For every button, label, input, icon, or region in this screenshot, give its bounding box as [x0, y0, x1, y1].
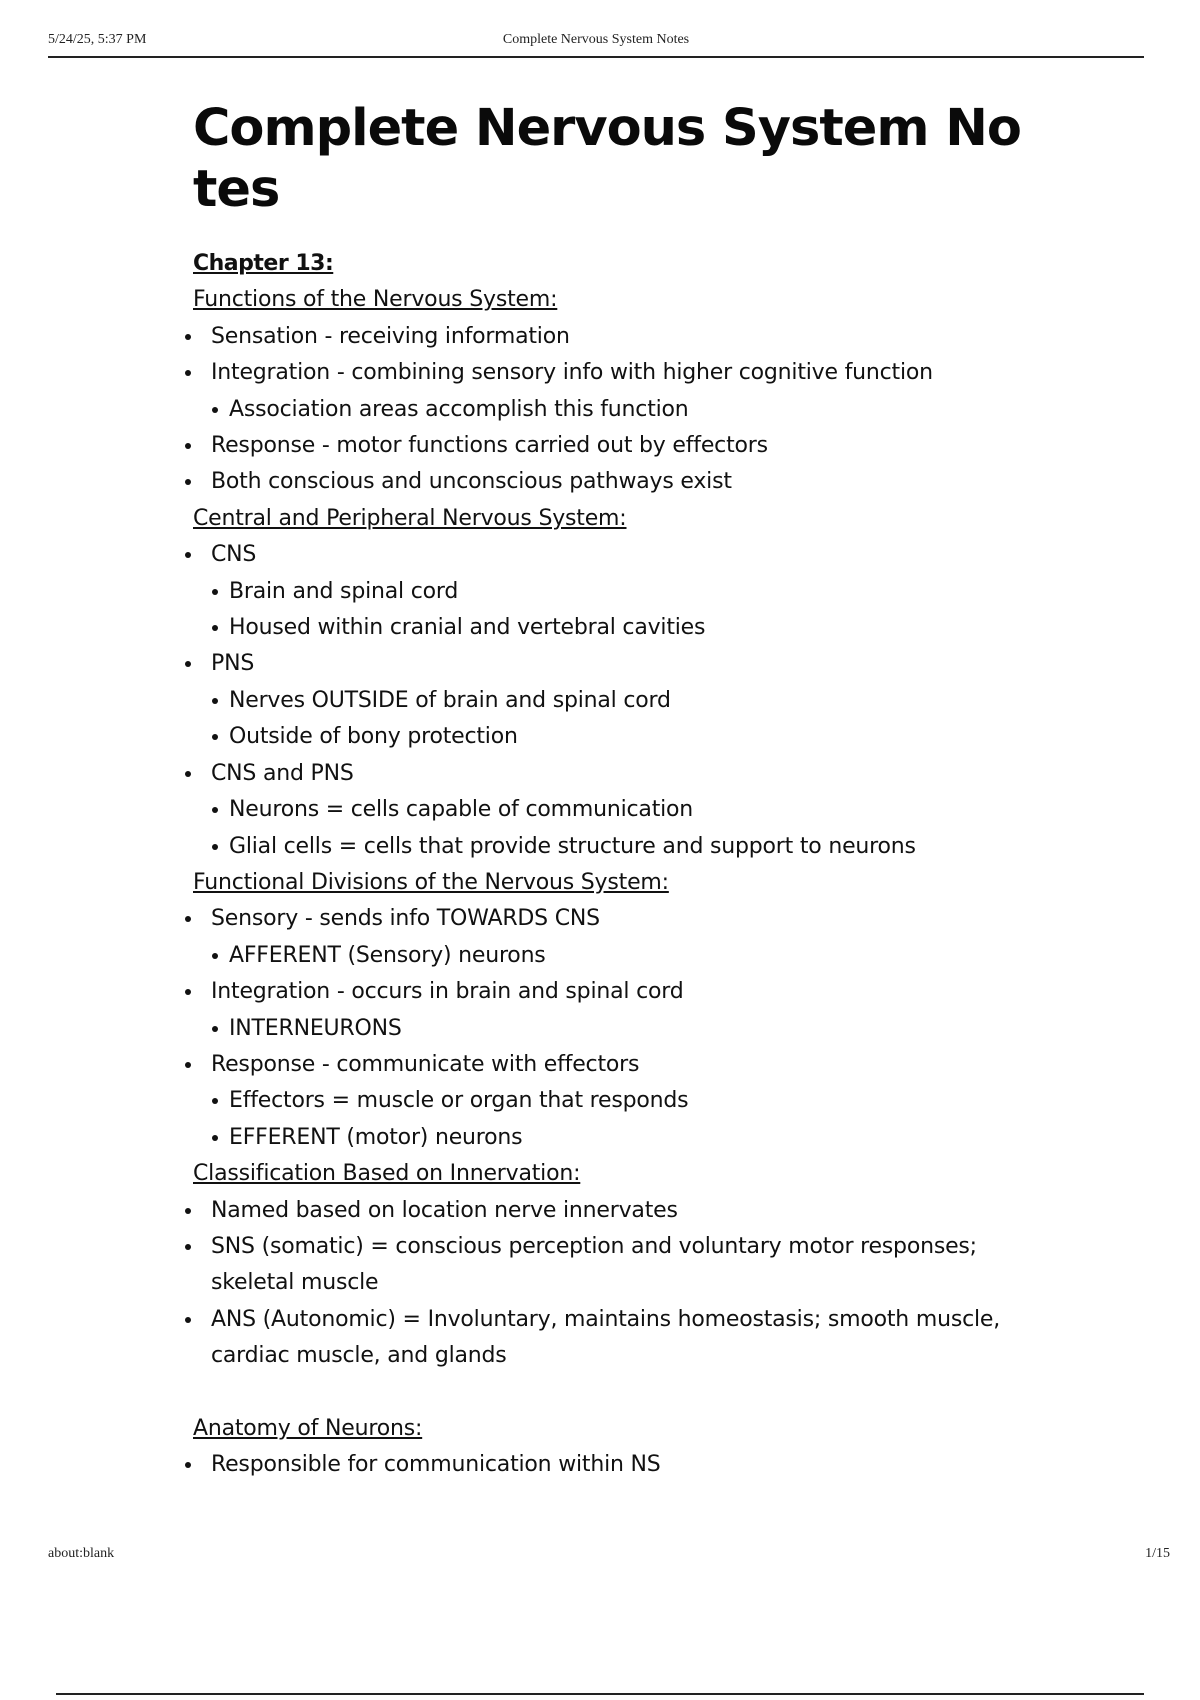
list-item	[193, 1047, 1053, 1156]
sub-list-item: Outside of bony protection	[229, 719, 1053, 755]
sub-list-item: Glial cells = cells that provide structure and support to neurons	[229, 829, 1053, 865]
sub-bullet-list	[211, 1011, 1053, 1047]
sub-bullet-list	[211, 683, 1053, 756]
sub-list-item: Nerves OUTSIDE of brain and spinal cord	[229, 683, 1053, 719]
list-item	[193, 974, 1053, 1047]
sub-list-item: EFFERENT (motor) neurons	[229, 1120, 1053, 1156]
bullet-list	[193, 1193, 1053, 1375]
list-item	[193, 646, 1053, 755]
list-item	[193, 1302, 1053, 1375]
list-item-text: ANS (Autonomic) = Involuntary, maintains homeostasis; smooth muscle, cardiac muscle, and glands	[211, 1306, 1001, 1369]
sub-list-item: AFFERENT (Sensory) neurons	[229, 938, 1053, 974]
sub-bullet-list	[211, 574, 1053, 647]
list-item-text: Named based on location nerve innervates	[211, 1197, 678, 1223]
list-item-text: PNS	[211, 651, 255, 677]
document-content	[193, 98, 1053, 1484]
list-item-text: Integration - occurs in brain and spinal cord	[211, 979, 684, 1005]
section-heading: Functional Divisions of the Nervous System:	[193, 869, 669, 895]
sub-list-item: Association areas accomplish this function	[229, 392, 1053, 428]
section-heading: Anatomy of Neurons:	[193, 1415, 423, 1441]
sub-list-item: INTERNEURONS	[229, 1011, 1053, 1047]
bullet-list	[193, 1447, 1053, 1483]
list-item-text: CNS and PNS	[211, 760, 354, 786]
list-item	[193, 1447, 1053, 1483]
bullet-list	[193, 319, 1053, 501]
list-item-text: Response - communicate with effectors	[211, 1051, 640, 1077]
list-item	[193, 428, 1053, 464]
document-title: Complete Nervous System Notes	[193, 99, 1021, 219]
section-spacer	[193, 1375, 1053, 1411]
sub-list-item: Effectors = muscle or organ that responds	[229, 1083, 1053, 1119]
list-item-text: Sensation - receiving information	[211, 323, 570, 349]
print-page-title: Complete Nervous System Notes	[502, 32, 690, 47]
print-datetime: 5/24/25, 5:37 PM	[48, 32, 147, 47]
section-heading: Central and Peripheral Nervous System:	[193, 505, 627, 531]
list-item-text: Response - motor functions carried out by effectors	[211, 433, 768, 459]
list-item-text: SNS (somatic) = conscious perception and voluntary motor responses; skeletal muscle	[211, 1233, 977, 1296]
list-item-text: Sensory - sends info TOWARDS CNS	[211, 906, 600, 932]
bullet-list	[193, 901, 1053, 1156]
sub-bullet-list	[211, 792, 1053, 865]
list-item	[193, 537, 1053, 646]
list-item	[193, 901, 1053, 974]
list-item	[193, 756, 1053, 865]
list-item	[193, 319, 1053, 355]
print-header	[48, 30, 1144, 58]
list-item-text: Integration - combining sensory info with higher cognitive function	[211, 360, 933, 386]
sub-bullet-list	[211, 938, 1053, 974]
sections-container	[193, 282, 1053, 1483]
sub-list-item: Brain and spinal cord	[229, 574, 1053, 610]
list-item	[193, 1229, 1053, 1302]
print-page-number: 1/15	[1145, 1546, 1170, 1561]
list-item	[193, 464, 1053, 500]
list-item-text: CNS	[211, 542, 257, 568]
page-bottom-divider	[56, 1693, 1144, 1695]
section-heading: Classification Based on Innervation:	[193, 1161, 581, 1187]
list-item	[193, 355, 1053, 428]
chapter-heading: Chapter 13:	[193, 251, 334, 276]
print-footer	[48, 1546, 1170, 1566]
sub-list-item: Neurons = cells capable of communication	[229, 792, 1053, 828]
sub-bullet-list	[211, 392, 1053, 428]
bullet-list	[193, 537, 1053, 865]
print-url: about:blank	[48, 1546, 115, 1561]
sub-bullet-list	[211, 1083, 1053, 1156]
sub-list-item: Housed within cranial and vertebral cavities	[229, 610, 1053, 646]
list-item	[193, 1193, 1053, 1229]
list-item-text: Responsible for communication within NS	[211, 1452, 661, 1478]
section-heading: Functions of the Nervous System:	[193, 287, 558, 313]
list-item-text: Both conscious and unconscious pathways exist	[211, 469, 732, 495]
